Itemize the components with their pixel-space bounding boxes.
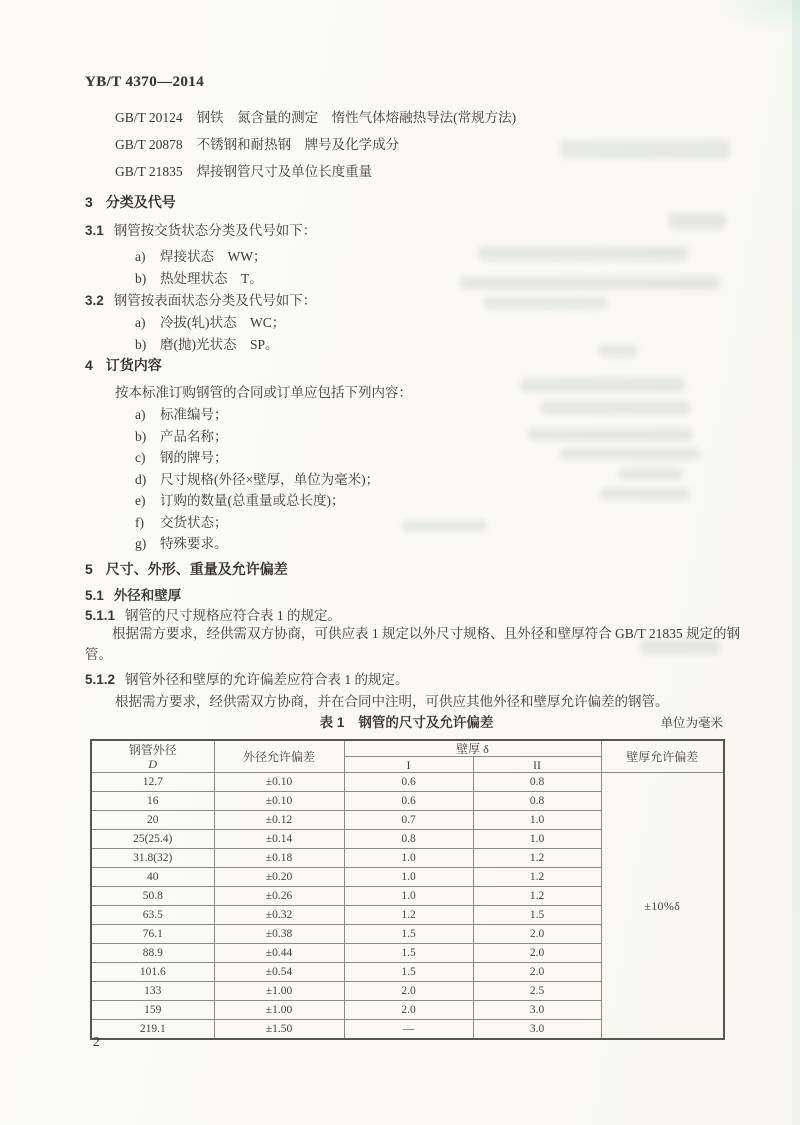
clause-number: 5.1 <box>85 588 104 603</box>
list-item-label: f) <box>135 515 144 530</box>
cell-wt-series-1: 2.0 <box>344 982 473 1001</box>
cell-wt-series-1: 1.5 <box>344 963 473 982</box>
list-item-text: 焊接状态 WW； <box>160 249 267 264</box>
cell-wt-series-2: 1.2 <box>473 887 601 906</box>
header-wt-tolerance: 壁厚允许偏差 <box>601 740 724 773</box>
table-body <box>91 773 724 1040</box>
list-item <box>135 425 228 445</box>
cell-wt-series-2: 1.2 <box>473 868 601 887</box>
scan-smudge <box>478 246 688 261</box>
header-outside-diameter: 钢管外径 D <box>91 740 214 773</box>
cell-outside-diameter: 12.7 <box>91 773 214 792</box>
reference-item <box>115 104 516 131</box>
scan-smudge <box>402 520 487 532</box>
list-item-label: a) <box>135 315 146 330</box>
cell-od-tolerance: ±1.00 <box>214 982 344 1001</box>
normative-references <box>115 104 516 185</box>
section-number: 4 <box>85 357 93 373</box>
cell-wt-series-1: 1.2 <box>344 906 473 925</box>
header-od-tolerance: 外径允许偏差 <box>214 740 344 773</box>
cell-wt-series-2: 1.0 <box>473 830 601 849</box>
section-4-intro: 按本标准订购钢管的合同或订单应包括下列内容： <box>115 385 412 400</box>
reference-code: GB/T 20878 <box>115 137 183 152</box>
cell-od-tolerance: ±0.26 <box>214 887 344 906</box>
cell-wt-series-1: 1.5 <box>344 944 473 963</box>
reference-title: 不锈钢和耐热钢 牌号及化学成分 <box>196 137 400 152</box>
list-item <box>135 267 263 287</box>
scan-smudge <box>598 345 638 357</box>
cell-wt-series-1: 0.6 <box>344 792 473 811</box>
clause-text: 钢管按交货状态分类及代号如下： <box>113 223 317 238</box>
scan-smudge <box>560 448 700 460</box>
section-3-heading <box>85 192 176 212</box>
cell-outside-diameter: 159 <box>91 1001 214 1020</box>
section-5-heading <box>85 559 288 579</box>
reference-item <box>115 131 516 158</box>
cell-outside-diameter: 88.9 <box>91 944 214 963</box>
clause-5-1-1-paragraph: 根据需方要求，经供需双方协商，可供应表 1 规定以外尺寸规格、且外径和壁厚符合 GB/T 21835 规定的钢管。 <box>85 626 740 662</box>
list-item-text: 产品名称； <box>160 429 228 444</box>
table-row <box>91 773 724 792</box>
list-item-label: a) <box>135 249 146 264</box>
cell-outside-diameter: 16 <box>91 792 214 811</box>
list-item <box>135 532 228 552</box>
clause-title: 外径和壁厚 <box>113 588 182 603</box>
cell-outside-diameter: 76.1 <box>91 925 214 944</box>
cell-outside-diameter: 219.1 <box>91 1020 214 1040</box>
scan-smudge <box>520 378 685 392</box>
cell-outside-diameter: 40 <box>91 868 214 887</box>
section-number: 5 <box>85 561 93 577</box>
clause-number: 3.1 <box>85 223 104 238</box>
cell-wt-series-2: 0.8 <box>473 773 601 792</box>
cell-od-tolerance: ±0.12 <box>214 811 344 830</box>
cell-wt-series-1: 1.0 <box>344 868 473 887</box>
cell-wt-series-2: 1.5 <box>473 906 601 925</box>
list-item-label: g) <box>135 536 147 551</box>
clause-number: 3.2 <box>85 293 104 308</box>
document-code-header: YB/T 4370—2014 <box>85 74 205 90</box>
clause-text: 钢管外径和壁厚的允许偏差应符合表 1 的规定。 <box>125 672 409 687</box>
cell-od-tolerance: ±0.38 <box>214 925 344 944</box>
section-title: 订货内容 <box>105 357 162 373</box>
clause-number: 5.1.2 <box>85 672 116 687</box>
cell-od-tolerance: ±1.50 <box>214 1020 344 1040</box>
list-item <box>135 403 228 423</box>
cell-od-tolerance: ±0.54 <box>214 963 344 982</box>
section-4-heading <box>85 355 162 375</box>
table-caption-number: 表 1 <box>319 715 345 730</box>
reference-code: GB/T 20124 <box>115 110 183 125</box>
cell-wt-series-1: 0.6 <box>344 773 473 792</box>
list-item-text: 特殊要求。 <box>160 536 228 551</box>
scan-smudge <box>560 140 730 158</box>
list-item-label: b) <box>135 271 147 286</box>
cell-wt-series-2: 1.0 <box>473 811 601 830</box>
cell-wt-series-1: 2.0 <box>344 1001 473 1020</box>
cell-od-tolerance: ±0.44 <box>214 944 344 963</box>
cell-od-tolerance: ±0.14 <box>214 830 344 849</box>
cell-wt-series-2: 3.0 <box>473 1020 601 1040</box>
cell-od-tolerance: ±0.10 <box>214 773 344 792</box>
list-item-text: 热处理状态 T。 <box>160 271 263 286</box>
list-item-label: b) <box>135 429 147 444</box>
table-unit-note: 单位为毫米 <box>660 716 723 730</box>
cell-wt-series-1: 1.5 <box>344 925 473 944</box>
clause-5-1-1 <box>85 604 341 624</box>
list-item-label: d) <box>135 472 147 487</box>
section-title: 尺寸、外形、重量及允许偏差 <box>105 561 288 577</box>
cell-wt-series-2: 0.8 <box>473 792 601 811</box>
section-number: 3 <box>85 194 93 210</box>
list-item-text: 交货状态； <box>160 515 228 530</box>
list-item-text: 冷拔(轧)状态 WC； <box>160 315 286 330</box>
scan-smudge <box>540 401 690 414</box>
scan-smudge <box>618 468 683 480</box>
cell-wt-series-2: 1.2 <box>473 849 601 868</box>
list-item-label: a) <box>135 407 146 422</box>
list-item <box>135 311 285 331</box>
cell-outside-diameter: 50.8 <box>91 887 214 906</box>
clause-number: 5.1.1 <box>85 608 116 623</box>
scan-smudge <box>668 213 726 229</box>
scan-smudge <box>483 297 608 309</box>
list-item <box>135 489 345 509</box>
scan-smudge <box>528 428 693 441</box>
section-title: 分类及代号 <box>105 194 176 210</box>
cell-od-tolerance: ±0.32 <box>214 906 344 925</box>
header-wall-thickness: 壁厚 δ <box>344 740 601 757</box>
reference-title: 钢铁 氮含量的测定 惰性气体熔融热导法(常规方法) <box>196 110 517 125</box>
cell-outside-diameter: 25(25.4) <box>91 830 214 849</box>
clause-5-1-2-paragraph: 根据需方要求，经供需双方协商，并在合同中注明，可供应其他外径和壁厚允许偏差的钢管。 <box>115 694 669 709</box>
cell-wt-series-2: 2.0 <box>473 944 601 963</box>
cell-od-tolerance: ±0.20 <box>214 868 344 887</box>
list-item <box>135 333 279 353</box>
cell-wt-series-1: 1.0 <box>344 849 473 868</box>
cell-od-tolerance: ±0.18 <box>214 849 344 868</box>
cell-wt-series-1: — <box>344 1020 473 1040</box>
scan-edge-band <box>792 0 800 1125</box>
cell-od-tolerance: ±0.10 <box>214 792 344 811</box>
table-1-dimensions-and-tolerances <box>90 739 725 1040</box>
reference-item <box>115 158 516 185</box>
cell-outside-diameter: 20 <box>91 811 214 830</box>
cell-wt-series-1: 1.0 <box>344 887 473 906</box>
list-item <box>135 446 228 466</box>
scan-smudge <box>600 488 690 500</box>
cell-outside-diameter: 133 <box>91 982 214 1001</box>
cell-wall-thickness-tolerance: ±10%δ <box>601 773 724 1040</box>
table-caption-title: 钢管的尺寸及允许偏差 <box>358 715 494 730</box>
list-item <box>135 468 379 488</box>
clause-3-1 <box>85 219 316 239</box>
reference-code: GB/T 21835 <box>115 164 183 179</box>
cell-wt-series-2: 2.0 <box>473 925 601 944</box>
cell-wt-series-2: 2.0 <box>473 963 601 982</box>
list-item-text: 钢的牌号； <box>160 450 228 465</box>
header-series-1: I <box>344 757 473 773</box>
cell-wt-series-2: 3.0 <box>473 1001 601 1020</box>
cell-outside-diameter: 63.5 <box>91 906 214 925</box>
cell-outside-diameter: 31.8(32) <box>91 849 214 868</box>
page-number: 2 <box>93 1034 100 1049</box>
clause-5-1-2 <box>85 668 409 688</box>
header-series-2: II <box>473 757 601 773</box>
clause-5-1 <box>85 584 181 604</box>
list-item <box>135 245 266 265</box>
list-item-text: 订购的数量(总重量或总长度)； <box>160 493 345 508</box>
cell-wt-series-2: 2.5 <box>473 982 601 1001</box>
cell-outside-diameter: 101.6 <box>91 963 214 982</box>
list-item-text: 标准编号； <box>160 407 228 422</box>
scan-corner-tint <box>710 0 800 34</box>
list-item-label: c) <box>135 450 146 465</box>
reference-title: 焊接钢管尺寸及单位长度重量 <box>196 164 373 179</box>
cell-od-tolerance: ±1.00 <box>214 1001 344 1020</box>
clause-text: 钢管按表面状态分类及代号如下： <box>113 293 317 308</box>
table-header-row <box>91 740 724 757</box>
scan-smudge <box>460 276 720 290</box>
list-item <box>135 511 228 531</box>
cell-wt-series-1: 0.7 <box>344 811 473 830</box>
clause-text: 钢管的尺寸规格应符合表 1 的规定。 <box>125 608 342 623</box>
list-item-text: 尺寸规格(外径×壁厚，单位为毫米)； <box>160 472 380 487</box>
cell-wt-series-1: 0.8 <box>344 830 473 849</box>
list-item-label: e) <box>135 493 146 508</box>
list-item-label: b) <box>135 337 147 352</box>
diameter-symbol: D <box>148 756 158 771</box>
clause-3-2 <box>85 289 316 309</box>
list-item-text: 磨(抛)光状态 SP。 <box>160 337 279 352</box>
